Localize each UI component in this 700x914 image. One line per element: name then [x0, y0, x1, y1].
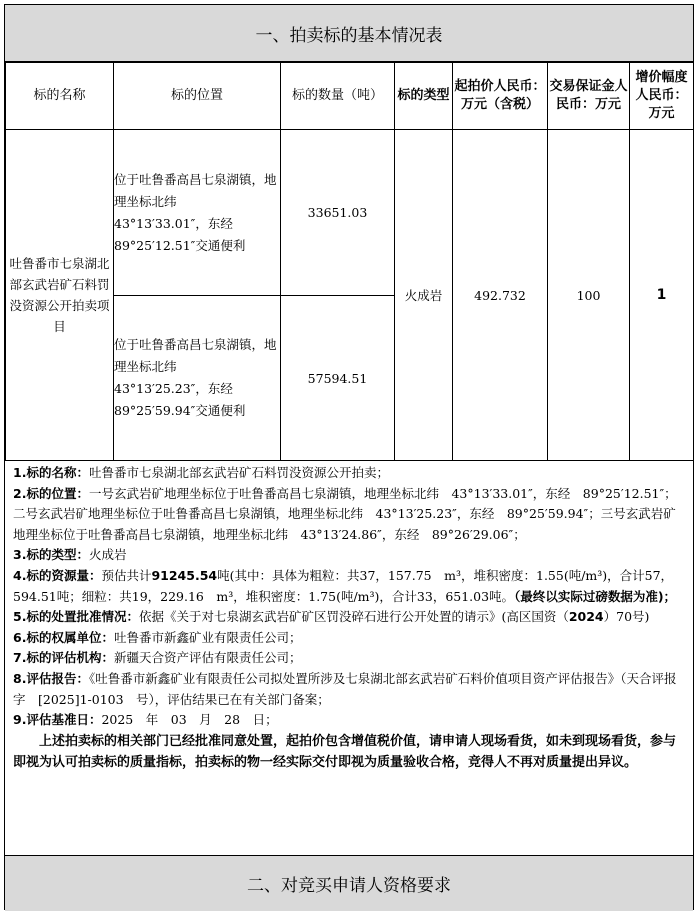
lot-deposit: 100	[548, 130, 630, 461]
note-item-1	[13, 463, 687, 484]
note-label: 1.标的名称：	[13, 465, 89, 480]
note-label: 6.标的权属单位：	[13, 629, 114, 645]
section-title-text: 一、拍卖标的基本情况表	[255, 25, 443, 46]
lot-quantity: 33651.03	[281, 130, 395, 296]
note-text: 依据《关于对七泉湖玄武岩矿矿区罚没碎石进行公开处置的请示》(高区国资（	[138, 609, 569, 625]
note-item-3	[13, 545, 687, 566]
note-year: 2024	[568, 609, 604, 625]
note-item-8	[13, 669, 687, 710]
note-text: 一号玄武岩矿地理坐标位于吐鲁番高昌七泉湖镇，地理坐标北纬 43°13′33.01″，东经 89°25′12.51″；二号玄武岩矿地理坐标位于吐鲁番高昌七泉湖镇，地理坐标北纬 43°13′25.23″，东经 89°25′59.94″；三号玄武岩矿地理坐标位于吐鲁番高昌七泉湖镇，地理坐标北纬 43°13′24.86″，东经 89°26′29.06″；	[13, 485, 677, 542]
note-item-7	[13, 648, 687, 669]
note-label: 4.标的资源量：	[13, 567, 102, 583]
lot-position: 位于吐鲁番高昌七泉湖镇，地理坐标北纬 43°13′33.01″，东经 89°25′12.51″交通便利	[114, 130, 281, 296]
header-quantity: 标的数量（吨）	[281, 63, 395, 130]
note-item-5	[13, 607, 687, 628]
section-title-basic-info	[5, 5, 693, 62]
note-emphasis: （最终以实际过磅数据为准)；	[514, 588, 677, 604]
note-text: 吨(其中：具体为粗粒：共37，157.75 m³，堆积密度：1.55(吨/m³)，合计57，594.51吨；细粒：共19，229.16 m³，堆积密度：1.75(吨/m³)，合计33，651.03吨。	[13, 567, 674, 604]
note-text: 《吐鲁番市新鑫矿业有限责任公司拟处置所涉及七泉湖北部玄武岩矿石料价值项目资产评估报告》（天合评报字 [2025]1-0103 号），评估结果已在有关部门备案；	[13, 670, 677, 707]
note-label: 3.标的类型：	[13, 547, 89, 563]
note-text: 吐鲁番市新鑫矿业有限责任公司；	[113, 629, 302, 645]
closing-paragraph: 上述拍卖标的相关部门已经批准同意处置，起拍价包含增值税价值，请申请人现场看货，如未到现场看货，参与即视为认可拍卖标的质量指标，拍卖标的物一经实际交付即视为质量验收合格，竞得人不再对质量提出异议。	[13, 733, 677, 770]
lot-increment: 1	[630, 130, 694, 461]
header-position: 标的位置	[114, 63, 281, 130]
notes-section	[5, 460, 693, 773]
header-start-price: 起拍价人民币：万元（含税）	[453, 63, 548, 130]
header-deposit: 交易保证金人民币：万元	[548, 63, 630, 130]
note-text: 新疆天合资产评估有限责任公司；	[113, 650, 302, 666]
note-text: 火成岩	[88, 547, 127, 563]
note-item-4	[13, 566, 687, 607]
note-item-6	[13, 628, 687, 649]
lot-type: 火成岩	[395, 130, 453, 461]
note-label: 5.标的处置批准情况：	[13, 609, 139, 625]
note-text: 吐鲁番市七泉湖北部玄武岩矿石料罚没资源公开拍卖；	[88, 465, 389, 480]
header-type: 标的类型	[395, 63, 453, 130]
note-label: 8.评估报告：	[13, 670, 89, 686]
note-label: 7.标的评估机构：	[13, 650, 114, 666]
header-name: 标的名称	[6, 63, 114, 130]
note-text: 预估共计	[101, 567, 152, 583]
lot-quantity: 57594.51	[281, 296, 395, 461]
table-row	[6, 130, 694, 296]
auction-info-table	[5, 62, 694, 461]
note-label: 9.评估基准日：	[13, 712, 102, 728]
note-text: ）70号)	[603, 609, 650, 625]
note-label: 2.标的位置：	[13, 485, 89, 501]
lot-start-price: 492.732	[453, 130, 548, 461]
lot-name: 吐鲁番市七泉湖北部玄武岩矿石料罚没资源公开拍卖项目	[6, 130, 114, 461]
note-item-2	[13, 484, 687, 546]
auction-document	[4, 4, 694, 910]
header-increment: 增价幅度人民币：万元	[630, 63, 694, 130]
note-item-9	[13, 710, 687, 731]
table-header-row	[6, 63, 694, 130]
note-total: 91245.54	[151, 567, 218, 583]
lot-position: 位于吐鲁番高昌七泉湖镇，地理坐标北纬 43°13′25.23″，东经 89°25′59.94″交通便利	[114, 296, 281, 461]
note-text: 2025 年 03 月 28 日；	[101, 712, 278, 728]
section-title-text: 二、对竞买申请人资格要求	[247, 876, 451, 896]
section-title-requirements	[5, 855, 693, 911]
